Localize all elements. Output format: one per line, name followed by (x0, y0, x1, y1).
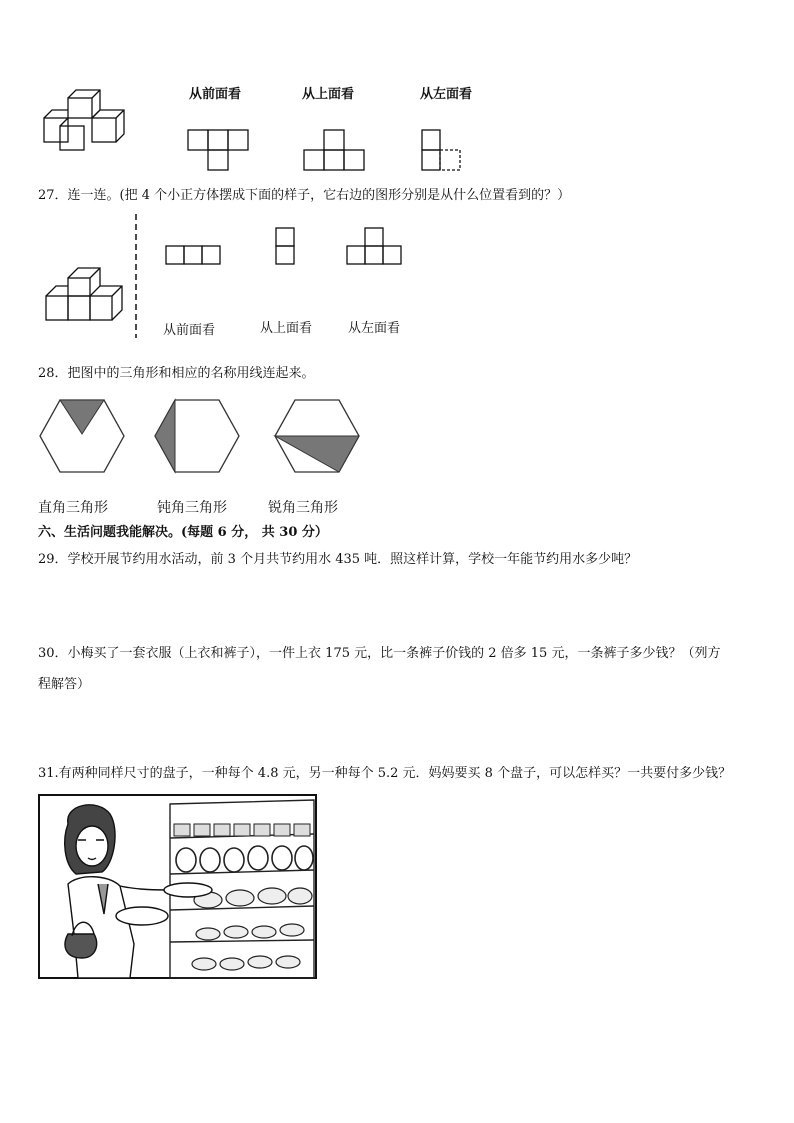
q31-question: 31.有两种同样尺寸的盘子，一种每个 4.8 元，另一种每个 5.2 元．妈妈要买 8 个盘子，可以怎样买？一共要付多少钱？ (38, 766, 732, 781)
q26-label-front: 从前面看 (189, 87, 242, 102)
q26-label-top: 从上面看 (302, 87, 355, 102)
section6-title: 六、生活问题我能解决。(每题 6 分， 共 30 分） (38, 525, 328, 540)
q30-question-line2: 程解答） (38, 677, 91, 692)
q26-solid-figure (42, 86, 132, 156)
q28-hexagon-2 (155, 398, 245, 478)
q27-divider-dashed (132, 212, 142, 342)
q31-illustration (38, 794, 318, 980)
q28-hexagon-3 (275, 398, 365, 478)
q29-question: 29．学校开展节约用水活动，前 3 个月共节约用水 435 吨．照这样计算，学校一年能节约用水多少吨？ (38, 552, 638, 567)
q28-hexagon-1 (40, 398, 130, 478)
q27-label-front: 从前面看 (163, 323, 216, 338)
q26-label-left: 从左面看 (420, 87, 473, 102)
q27-question: 27．连一连。(把 4 个小正方体摆成下面的样子，它右边的图形分别是从什么位置看到的？） (38, 188, 571, 203)
q27-view-b (275, 226, 299, 266)
q27-view-a (165, 244, 225, 268)
q28-question: 28．把图中的三角形和相应的名称用线连起来。 (38, 366, 315, 381)
q27-label-top: 从上面看 (260, 321, 313, 336)
q27-solid-figure (46, 264, 136, 334)
q28-name-right-triangle: 直角三角形 (38, 500, 108, 516)
q26-view-left (420, 128, 480, 178)
q27-label-left: 从左面看 (348, 321, 401, 336)
q30-question-line1: 30．小梅买了一套衣服（上衣和裤子），一件上衣 175 元，比一条裤子价钱的 2 倍多 15 元，一条裤子多少钱？（列方 (38, 646, 721, 661)
q26-view-front (188, 128, 258, 178)
q27-view-c (346, 226, 406, 266)
q28-name-acute-triangle: 锐角三角形 (268, 500, 338, 516)
q26-view-top (304, 128, 374, 178)
q28-name-obtuse-triangle: 钝角三角形 (157, 500, 227, 516)
